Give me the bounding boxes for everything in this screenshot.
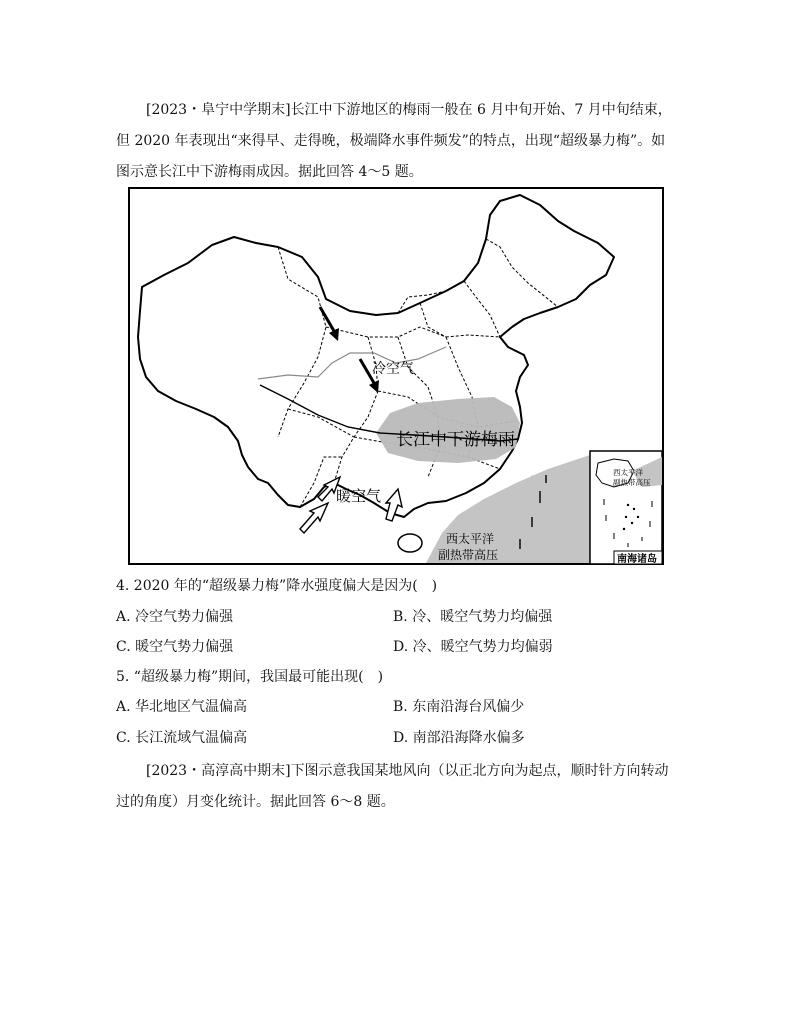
q4-option-c: C. 暖空气势力偏强 xyxy=(116,639,234,655)
cold-air-label: 冷空气 xyxy=(372,361,414,377)
q4-option-d: D. 冷、暖空气势力均偏弱 xyxy=(393,639,553,655)
meiyu-map xyxy=(128,187,664,565)
inset-caption: 南海诸岛 xyxy=(617,554,657,565)
intro-text-2: 下图示意我国某地风向（以正北方向为起点，顺时针方向转动过的角度）月变化统计。据此回答 6～8 题。 xyxy=(116,763,669,810)
q4-option-b: B. 冷、暖空气势力均偏强 xyxy=(393,609,553,625)
source-tag-1: [2023・阜宁中学期末] xyxy=(146,102,291,118)
inset-label-line1: 西太平洋 xyxy=(613,468,643,477)
q5-option-b: B. 东南沿海台风偏少 xyxy=(393,699,525,715)
q5-option-a: A. 华北地区气温偏高 xyxy=(116,699,248,715)
south-china-sea-inset xyxy=(590,451,662,565)
high-label-line1: 西太平洋 xyxy=(446,532,495,546)
warm-air-label: 暖空气 xyxy=(336,487,382,505)
high-label-line2: 副热带高压 xyxy=(438,548,499,562)
intro-text-1: 长江中下游地区的梅雨一般在 6 月中旬开始、7 月中旬结束，但 2020 年表现出“来得早、走得晚，极端降水事件频发”的特点，出现“超级暴力梅”。如图示意长江中下游梅雨成因。据此回答 4～5 题。 xyxy=(116,102,672,180)
intro-paragraph-2 xyxy=(116,756,678,818)
hainan-island xyxy=(398,534,422,552)
source-tag-2: [2023・高淳高中期末] xyxy=(146,763,291,779)
intro-paragraph-1 xyxy=(116,95,678,188)
q5-option-d: D. 南部沿海降水偏多 xyxy=(393,730,525,746)
question-5-stem: 5. “超级暴力梅”期间，我国最可能出现( ) xyxy=(116,669,384,685)
question-4-stem: 4. 2020 年的“超级暴力梅”降水强度偏大是因为( ) xyxy=(116,578,438,594)
q5-option-c: C. 长江流域气温偏高 xyxy=(116,730,248,746)
inset-label-line2: 副热带高压 xyxy=(613,478,651,487)
meiyu-label: 长江中下游梅雨 xyxy=(396,430,515,450)
q4-option-a: A. 冷空气势力偏强 xyxy=(116,609,234,625)
